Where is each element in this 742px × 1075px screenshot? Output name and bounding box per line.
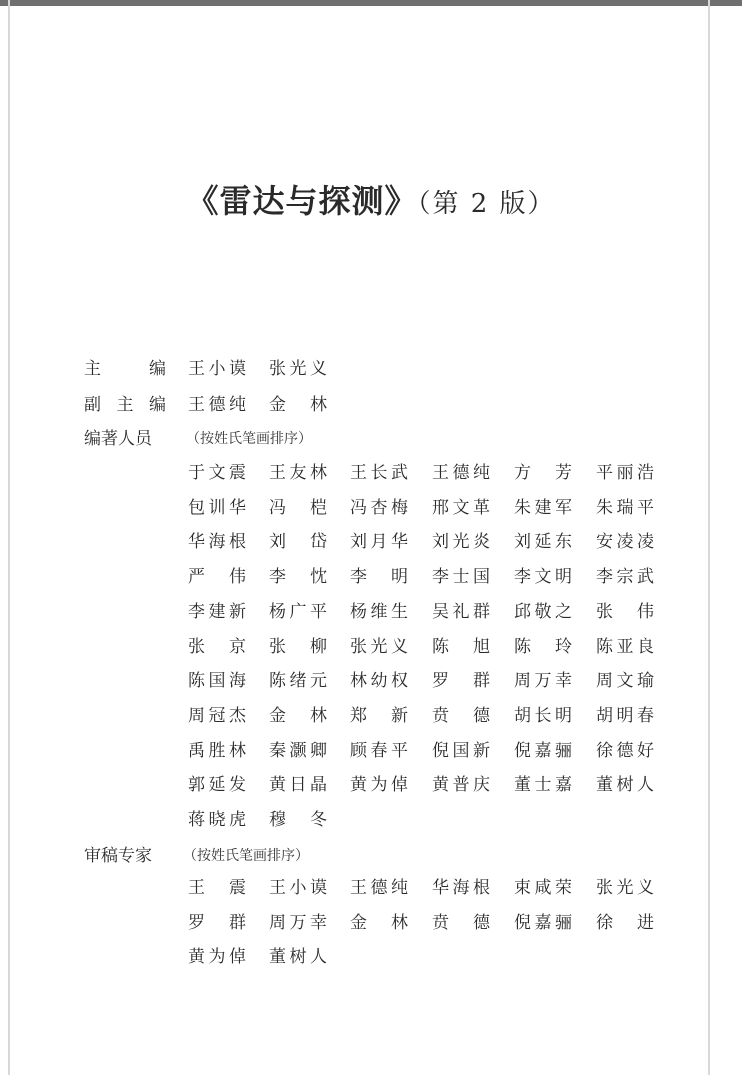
person-name: 严 伟 [188, 567, 246, 587]
left-edge-rule [8, 0, 10, 1075]
person-name: 朱 建 军 [514, 498, 572, 518]
person-name: 罗 群 [188, 913, 246, 933]
person-name: 陈 亚 良 [596, 637, 654, 657]
person-name: 黄 普 庆 [432, 775, 490, 795]
person-name: 王 小 谟 [269, 878, 327, 898]
role-label: 副 主 编 [84, 395, 166, 415]
person-name: 刘 光 炎 [432, 532, 490, 552]
person-name: 贲 德 [432, 913, 490, 933]
person-name: 李 文 明 [514, 567, 572, 587]
book-title [0, 176, 742, 222]
person-name: 黄 为 倬 [188, 947, 246, 967]
person-name: 张 伟 [596, 602, 654, 622]
person-name: 李 宗 武 [596, 567, 654, 587]
top-edge-rule [0, 0, 742, 6]
person-name: 罗 群 [432, 671, 490, 691]
person-name: 于 文 震 [188, 463, 246, 483]
person-name: 徐 进 [596, 913, 654, 933]
person-name: 倪 国 新 [432, 741, 490, 761]
person-name: 金 林 [350, 913, 408, 933]
person-name: 董 士 嘉 [514, 775, 572, 795]
person-name: 董 树 人 [596, 775, 654, 795]
person-name: 黄 为 倬 [350, 775, 408, 795]
person-name: 徐 德 好 [596, 741, 654, 761]
role-label: 主 编 [84, 359, 166, 379]
person-name: 金 林 [269, 395, 327, 415]
person-name: 张 光 义 [596, 878, 654, 898]
person-name: 包 训 华 [188, 498, 246, 518]
person-name: 周 万 幸 [269, 913, 327, 933]
person-name: 张 光 义 [350, 637, 408, 657]
person-name: 张 京 [188, 637, 246, 657]
person-name: 刘 岱 [269, 532, 327, 552]
person-name: 蒋 晓 虎 [188, 810, 246, 830]
person-name: 顾 春 平 [350, 741, 408, 761]
person-name: 冯 桤 [269, 498, 327, 518]
person-name: 平 丽 浩 [596, 463, 654, 483]
person-name: 周 文 瑜 [596, 671, 654, 691]
person-name: 胡 长 明 [514, 706, 572, 726]
sort-note: （按姓氏笔画排序） [183, 848, 309, 864]
person-name: 张 柳 [269, 637, 327, 657]
person-name: 郭 延 发 [188, 775, 246, 795]
person-name: 李 明 [350, 567, 408, 587]
person-name: 王 友 林 [269, 463, 327, 483]
person-name: 方 芳 [514, 463, 572, 483]
person-name: 秦 灏 卿 [269, 741, 327, 761]
person-name: 刘 延 东 [514, 532, 572, 552]
person-name: 束 咸 荣 [514, 878, 572, 898]
person-name: 王 长 武 [350, 463, 408, 483]
person-name: 倪 嘉 骊 [514, 741, 572, 761]
person-name: 吴 礼 群 [432, 602, 490, 622]
person-name: 邢 文 革 [432, 498, 490, 518]
book-title-main: 《雷达与探测》 [186, 182, 418, 220]
person-name: 贲 德 [432, 706, 490, 726]
person-name: 胡 明 春 [596, 706, 654, 726]
role-label: 编 著 人 员 [84, 429, 152, 449]
person-name: 冯 杏 梅 [350, 498, 408, 518]
person-name: 陈 国 海 [188, 671, 246, 691]
person-name: 金 林 [269, 706, 327, 726]
person-name: 华 海 根 [432, 878, 490, 898]
person-name: 杨 广 平 [269, 602, 327, 622]
person-name: 禹 胜 林 [188, 741, 246, 761]
person-name: 穆 冬 [269, 810, 327, 830]
book-title-edition: （第 2 版） [417, 189, 556, 219]
person-name: 王 德 纯 [432, 463, 490, 483]
person-name: 张 光 义 [269, 359, 327, 379]
person-name: 黄 日 晶 [269, 775, 327, 795]
person-name: 邱 敬 之 [514, 602, 572, 622]
person-name: 华 海 根 [188, 532, 246, 552]
person-name: 郑 新 [350, 706, 408, 726]
person-name: 倪 嘉 骊 [514, 913, 572, 933]
person-name: 林 幼 权 [350, 671, 408, 691]
person-name: 王 小 谟 [188, 359, 246, 379]
role-label: 审 稿 专 家 [84, 846, 152, 866]
right-edge-rule [708, 0, 710, 1075]
person-name: 李 忱 [269, 567, 327, 587]
person-name: 李 士 国 [432, 567, 490, 587]
person-name: 陈 玲 [514, 637, 572, 657]
person-name: 王 震 [188, 878, 246, 898]
person-name: 朱 瑞 平 [596, 498, 654, 518]
person-name: 刘 月 华 [350, 532, 408, 552]
person-name: 董 树 人 [269, 947, 327, 967]
person-name: 安 凌 凌 [596, 532, 654, 552]
person-name: 王 德 纯 [188, 395, 246, 415]
person-name: 周 万 幸 [514, 671, 572, 691]
person-name: 李 建 新 [188, 602, 246, 622]
person-name: 王 德 纯 [350, 878, 408, 898]
person-name: 陈 绪 元 [269, 671, 327, 691]
sort-note: （按姓氏笔画排序） [186, 431, 312, 447]
person-name: 杨 维 生 [350, 602, 408, 622]
person-name: 陈 旭 [432, 637, 490, 657]
person-name: 周 冠 杰 [188, 706, 246, 726]
